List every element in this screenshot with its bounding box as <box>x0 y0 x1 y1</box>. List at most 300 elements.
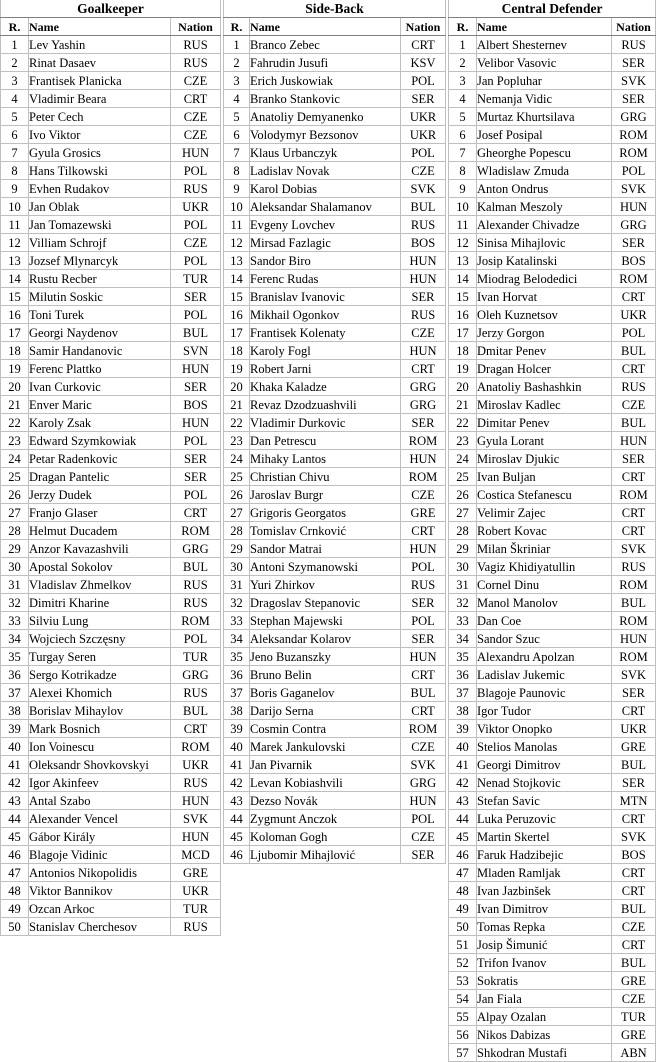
player-name-cell: Igor Tudor <box>477 702 612 720</box>
rank-cell: 12 <box>224 234 250 252</box>
table-row <box>224 378 446 396</box>
nation-cell: SVK <box>612 180 656 198</box>
rank-cell: 28 <box>449 522 477 540</box>
rank-cell: 49 <box>449 900 477 918</box>
nation-cell: CRT <box>401 36 446 54</box>
nation-cell: GRE <box>612 738 656 756</box>
table-row <box>1 180 221 198</box>
rank-cell: 40 <box>224 738 250 756</box>
table-row <box>449 90 656 108</box>
nation-cell: BOS <box>612 252 656 270</box>
player-name-cell: Darijo Serna <box>250 702 401 720</box>
rank-cell: 24 <box>224 450 250 468</box>
rank-cell: 31 <box>224 576 250 594</box>
table-row <box>224 486 446 504</box>
nation-cell: BUL <box>171 324 221 342</box>
player-name-cell: Mikhail Ogonkov <box>250 306 401 324</box>
nation-cell: SER <box>401 414 446 432</box>
nation-cell: SER <box>401 630 446 648</box>
nation-cell: BUL <box>171 558 221 576</box>
player-name-cell: Rustu Recber <box>29 270 171 288</box>
table-row <box>449 846 656 864</box>
nation-cell: SER <box>612 90 656 108</box>
rank-cell: 5 <box>1 108 29 126</box>
table-row <box>1 612 221 630</box>
player-name-cell: Anton Ondrus <box>477 180 612 198</box>
nation-cell: HUN <box>401 342 446 360</box>
player-name-cell: Viktor Bannikov <box>29 882 171 900</box>
table-row <box>1 378 221 396</box>
nation-cell: CZE <box>401 828 446 846</box>
rank-cell: 45 <box>1 828 29 846</box>
nation-cell: CRT <box>612 522 656 540</box>
rank-cell: 26 <box>224 486 250 504</box>
player-name-cell: Ivan Buljan <box>477 468 612 486</box>
player-name-cell: Alpay Ozalan <box>477 1008 612 1026</box>
rank-cell: 2 <box>449 54 477 72</box>
player-name-cell: Bruno Belin <box>250 666 401 684</box>
nation-cell: HUN <box>171 360 221 378</box>
nation-cell: POL <box>171 486 221 504</box>
rank-cell: 14 <box>224 270 250 288</box>
rank-cell: 1 <box>449 36 477 54</box>
table-row <box>1 396 221 414</box>
player-name-cell: Mladen Ramljak <box>477 864 612 882</box>
table-row <box>1 432 221 450</box>
player-name-cell: Jan Tomazewski <box>29 216 171 234</box>
rank-cell: 42 <box>224 774 250 792</box>
nation-cell: CRT <box>401 360 446 378</box>
table-row <box>1 90 221 108</box>
player-name-cell: Shkodran Mustafi <box>477 1044 612 1062</box>
nation-cell: RUS <box>401 306 446 324</box>
table-row <box>449 396 656 414</box>
nation-cell: SER <box>401 846 446 864</box>
table-row <box>449 702 656 720</box>
table-row <box>449 324 656 342</box>
player-name-cell: Jaroslav Burgr <box>250 486 401 504</box>
rank-cell: 27 <box>1 504 29 522</box>
player-name-cell: Kalman Meszoly <box>477 198 612 216</box>
player-name-cell: Khaka Kaladze <box>250 378 401 396</box>
table-row <box>449 990 656 1008</box>
player-name-cell: Miroslav Kadlec <box>477 396 612 414</box>
table-row <box>449 234 656 252</box>
table-row <box>224 684 446 702</box>
table-row <box>1 594 221 612</box>
rank-cell: 18 <box>224 342 250 360</box>
nation-cell: CZE <box>612 990 656 1008</box>
rank-cell: 17 <box>224 324 250 342</box>
nation-cell: CZE <box>401 162 446 180</box>
table-row <box>449 864 656 882</box>
nation-cell: POL <box>171 216 221 234</box>
rank-cell: 4 <box>224 90 250 108</box>
table-row <box>224 144 446 162</box>
rank-cell: 55 <box>449 1008 477 1026</box>
player-name-cell: Karol Dobias <box>250 180 401 198</box>
table-row <box>449 936 656 954</box>
table-row <box>1 450 221 468</box>
player-name-cell: Robert Kovac <box>477 522 612 540</box>
player-name-cell: Milutin Soskic <box>29 288 171 306</box>
nation-cell: HUN <box>171 828 221 846</box>
player-name-cell: Mihaky Lantos <box>250 450 401 468</box>
goalkeeper-table <box>0 0 221 936</box>
table-row <box>224 738 446 756</box>
nation-cell: POL <box>401 558 446 576</box>
table-row <box>449 540 656 558</box>
rank-cell: 45 <box>449 828 477 846</box>
table-row <box>449 180 656 198</box>
nation-cell: HUN <box>401 792 446 810</box>
table-row <box>224 54 446 72</box>
rank-cell: 22 <box>1 414 29 432</box>
player-name-cell: Josip Katalinski <box>477 252 612 270</box>
player-name-cell: Grigoris Georgatos <box>250 504 401 522</box>
table-row <box>224 324 446 342</box>
rank-cell: 20 <box>224 378 250 396</box>
nation-cell: TUR <box>171 648 221 666</box>
nation-cell: SVK <box>612 828 656 846</box>
table-row <box>1 900 221 918</box>
player-name-cell: Wladislaw Zmuda <box>477 162 612 180</box>
table-row <box>1 216 221 234</box>
rank-cell: 4 <box>449 90 477 108</box>
rank-cell: 19 <box>1 360 29 378</box>
player-name-cell: Cosmin Contra <box>250 720 401 738</box>
rank-cell: 42 <box>1 774 29 792</box>
table-row <box>1 558 221 576</box>
sideback-title: Side-Back <box>224 0 446 18</box>
nation-cell: POL <box>171 252 221 270</box>
nation-cell: GRE <box>612 972 656 990</box>
rank-cell: 30 <box>224 558 250 576</box>
table-row <box>1 36 221 54</box>
table-row <box>449 900 656 918</box>
nation-cell: CRT <box>401 666 446 684</box>
table-row <box>1 918 221 936</box>
table-row <box>449 1008 656 1026</box>
nation-cell: SER <box>612 54 656 72</box>
nation-cell: ROM <box>612 486 656 504</box>
table-row <box>1 828 221 846</box>
player-name-cell: Ion Voinescu <box>29 738 171 756</box>
player-name-cell: Ivan Curkovic <box>29 378 171 396</box>
table-row <box>224 774 446 792</box>
rank-cell: 24 <box>1 450 29 468</box>
rank-header: R. <box>1 18 29 36</box>
rank-cell: 16 <box>449 306 477 324</box>
nation-cell: CRT <box>612 864 656 882</box>
table-row <box>1 126 221 144</box>
nation-cell: CRT <box>612 468 656 486</box>
rank-cell: 25 <box>1 468 29 486</box>
table-row <box>449 648 656 666</box>
player-name-cell: Ivo Viktor <box>29 126 171 144</box>
rank-cell: 25 <box>224 468 250 486</box>
player-name-cell: Branislav Ivanovic <box>250 288 401 306</box>
player-name-cell: Tomas Repka <box>477 918 612 936</box>
player-name-cell: Josef Posipal <box>477 126 612 144</box>
goalkeeper-title: Goalkeeper <box>1 0 221 18</box>
player-name-cell: Alexander Chivadze <box>477 216 612 234</box>
player-name-cell: Koloman Gogh <box>250 828 401 846</box>
player-name-cell: Manol Manolov <box>477 594 612 612</box>
nation-header: Nation <box>401 18 446 36</box>
nation-header: Nation <box>612 18 656 36</box>
table-row <box>449 378 656 396</box>
table-row <box>449 594 656 612</box>
player-name-cell: Josip Šimunić <box>477 936 612 954</box>
table-row <box>224 540 446 558</box>
table-row <box>1 702 221 720</box>
table-row <box>224 846 446 864</box>
table-row <box>1 234 221 252</box>
table-row <box>1 846 221 864</box>
player-name-cell: Erich Juskowiak <box>250 72 401 90</box>
nation-cell: UKR <box>401 108 446 126</box>
rank-cell: 6 <box>1 126 29 144</box>
player-name-cell: Stephan Majewski <box>250 612 401 630</box>
rank-cell: 6 <box>449 126 477 144</box>
player-name-cell: Gyula Grosics <box>29 144 171 162</box>
rank-cell: 38 <box>224 702 250 720</box>
player-name-cell: Jerzy Gorgon <box>477 324 612 342</box>
nation-cell: ROM <box>401 432 446 450</box>
nation-cell: ROM <box>612 270 656 288</box>
player-name-cell: Borislav Mihaylov <box>29 702 171 720</box>
table-row <box>1 342 221 360</box>
rank-cell: 33 <box>1 612 29 630</box>
rank-cell: 17 <box>449 324 477 342</box>
nation-cell: CZE <box>171 234 221 252</box>
nation-cell: SER <box>612 450 656 468</box>
table-row <box>224 558 446 576</box>
nation-cell: CRT <box>612 504 656 522</box>
nation-cell: RUS <box>171 918 221 936</box>
table-row <box>1 774 221 792</box>
table-row <box>1 252 221 270</box>
player-name-cell: Georgi Dimitrov <box>477 756 612 774</box>
rank-cell: 20 <box>449 378 477 396</box>
table-row <box>1 522 221 540</box>
rank-cell: 33 <box>449 612 477 630</box>
player-name-cell: Dragan Pantelic <box>29 468 171 486</box>
nation-cell: GRG <box>401 774 446 792</box>
rank-cell: 16 <box>224 306 250 324</box>
nation-cell: GRG <box>612 108 656 126</box>
table-row <box>1 486 221 504</box>
rank-cell: 23 <box>224 432 250 450</box>
nation-cell: CZE <box>171 72 221 90</box>
nation-cell: SVK <box>612 72 656 90</box>
rank-cell: 21 <box>449 396 477 414</box>
nation-cell: CRT <box>612 702 656 720</box>
table-row <box>224 450 446 468</box>
nation-cell: POL <box>401 144 446 162</box>
player-name-cell: Mirsad Fazlagic <box>250 234 401 252</box>
rank-cell: 11 <box>1 216 29 234</box>
player-name-cell: Martin Skertel <box>477 828 612 846</box>
rank-cell: 15 <box>224 288 250 306</box>
rank-header: R. <box>449 18 477 36</box>
player-name-cell: Yuri Zhirkov <box>250 576 401 594</box>
table-row <box>449 216 656 234</box>
rank-cell: 32 <box>1 594 29 612</box>
player-name-cell: Hans Tilkowski <box>29 162 171 180</box>
player-name-cell: Dmitar Penev <box>477 342 612 360</box>
table-row <box>449 558 656 576</box>
table-row <box>224 234 446 252</box>
player-name-cell: Anatoliy Demyanenko <box>250 108 401 126</box>
nation-cell: UKR <box>171 882 221 900</box>
table-row <box>1 360 221 378</box>
table-row <box>1 504 221 522</box>
table-row <box>224 504 446 522</box>
player-name-cell: Karoly Zsak <box>29 414 171 432</box>
table-row <box>1 882 221 900</box>
table-row <box>1 684 221 702</box>
table-row <box>449 36 656 54</box>
player-name-cell: Gábor Király <box>29 828 171 846</box>
rank-cell: 13 <box>1 252 29 270</box>
rank-cell: 37 <box>1 684 29 702</box>
table-row <box>224 162 446 180</box>
nation-cell: CRT <box>612 936 656 954</box>
rank-cell: 30 <box>1 558 29 576</box>
player-name-cell: Jan Popluhar <box>477 72 612 90</box>
player-name-cell: Miodrag Belodedici <box>477 270 612 288</box>
nation-cell: BOS <box>171 396 221 414</box>
nation-cell: ROM <box>171 738 221 756</box>
table-row <box>224 630 446 648</box>
table-row <box>449 720 656 738</box>
table-row <box>224 36 446 54</box>
nation-cell: SER <box>612 774 656 792</box>
player-name-cell: Franjo Glaser <box>29 504 171 522</box>
table-row <box>1 666 221 684</box>
nation-cell: RUS <box>171 576 221 594</box>
nation-cell: ROM <box>612 126 656 144</box>
rank-cell: 37 <box>224 684 250 702</box>
nation-cell: ROM <box>612 612 656 630</box>
nation-cell: ROM <box>401 720 446 738</box>
player-name-cell: Antonios Nikopolidis <box>29 864 171 882</box>
table-row <box>224 126 446 144</box>
rank-cell: 21 <box>224 396 250 414</box>
rank-cell: 27 <box>449 504 477 522</box>
table-row <box>224 108 446 126</box>
rank-cell: 13 <box>224 252 250 270</box>
nation-cell: POL <box>401 612 446 630</box>
table-row <box>224 180 446 198</box>
nation-cell: SER <box>612 684 656 702</box>
nation-cell: BUL <box>612 594 656 612</box>
player-name-cell: Vladimir Beara <box>29 90 171 108</box>
table-row <box>224 198 446 216</box>
table-row <box>224 522 446 540</box>
rank-cell: 40 <box>449 738 477 756</box>
nation-cell: CZE <box>401 738 446 756</box>
player-name-cell: Marek Jankulovski <box>250 738 401 756</box>
nation-cell: GRG <box>401 396 446 414</box>
rank-cell: 41 <box>449 756 477 774</box>
table-row <box>449 54 656 72</box>
nation-cell: CRT <box>401 522 446 540</box>
rank-cell: 10 <box>449 198 477 216</box>
table-row <box>224 648 446 666</box>
nation-cell: RUS <box>401 576 446 594</box>
nation-cell: POL <box>401 810 446 828</box>
nation-cell: HUN <box>171 414 221 432</box>
player-name-cell: Dragoslav Stepanovic <box>250 594 401 612</box>
player-name-cell: Nenad Stojkovic <box>477 774 612 792</box>
table-row <box>1 306 221 324</box>
rank-cell: 38 <box>1 702 29 720</box>
table-row <box>1 540 221 558</box>
nation-cell: CRT <box>612 882 656 900</box>
nation-cell: GRG <box>171 540 221 558</box>
table-row <box>449 882 656 900</box>
player-name-cell: Toni Turek <box>29 306 171 324</box>
rank-cell: 18 <box>449 342 477 360</box>
player-name-cell: Milan Škriniar <box>477 540 612 558</box>
player-name-cell: Dan Coe <box>477 612 612 630</box>
nation-cell: ROM <box>612 576 656 594</box>
player-name-cell: Blagoje Paunovic <box>477 684 612 702</box>
player-name-cell: Velimir Zajec <box>477 504 612 522</box>
player-name-cell: Viktor Onopko <box>477 720 612 738</box>
table-row <box>1 468 221 486</box>
rank-cell: 39 <box>1 720 29 738</box>
table-row <box>449 252 656 270</box>
player-name-cell: Volodymyr Bezsonov <box>250 126 401 144</box>
nation-cell: BUL <box>171 702 221 720</box>
table-row <box>224 306 446 324</box>
table-row <box>449 468 656 486</box>
nation-cell: GRG <box>612 216 656 234</box>
rank-cell: 42 <box>449 774 477 792</box>
rank-cell: 14 <box>449 270 477 288</box>
rank-cell: 27 <box>224 504 250 522</box>
table-row <box>224 756 446 774</box>
nation-cell: POL <box>171 630 221 648</box>
rank-cell: 38 <box>449 702 477 720</box>
player-name-cell: Villiam Schrojf <box>29 234 171 252</box>
rank-cell: 28 <box>1 522 29 540</box>
nation-cell: SER <box>401 90 446 108</box>
table-row <box>1 792 221 810</box>
rank-cell: 11 <box>449 216 477 234</box>
player-name-cell: Jeno Buzanszky <box>250 648 401 666</box>
nation-cell: RUS <box>401 216 446 234</box>
rank-cell: 2 <box>224 54 250 72</box>
nation-cell: HUN <box>171 792 221 810</box>
rank-cell: 5 <box>449 108 477 126</box>
rank-header: R. <box>224 18 250 36</box>
table-row <box>1 270 221 288</box>
player-name-cell: Vagiz Khidiyatullin <box>477 558 612 576</box>
table-row <box>449 810 656 828</box>
player-name-cell: Boris Gaganelov <box>250 684 401 702</box>
nation-cell: RUS <box>612 558 656 576</box>
table-row <box>449 522 656 540</box>
rank-cell: 50 <box>1 918 29 936</box>
rank-cell: 36 <box>224 666 250 684</box>
table-row <box>224 594 446 612</box>
table-row <box>1 864 221 882</box>
